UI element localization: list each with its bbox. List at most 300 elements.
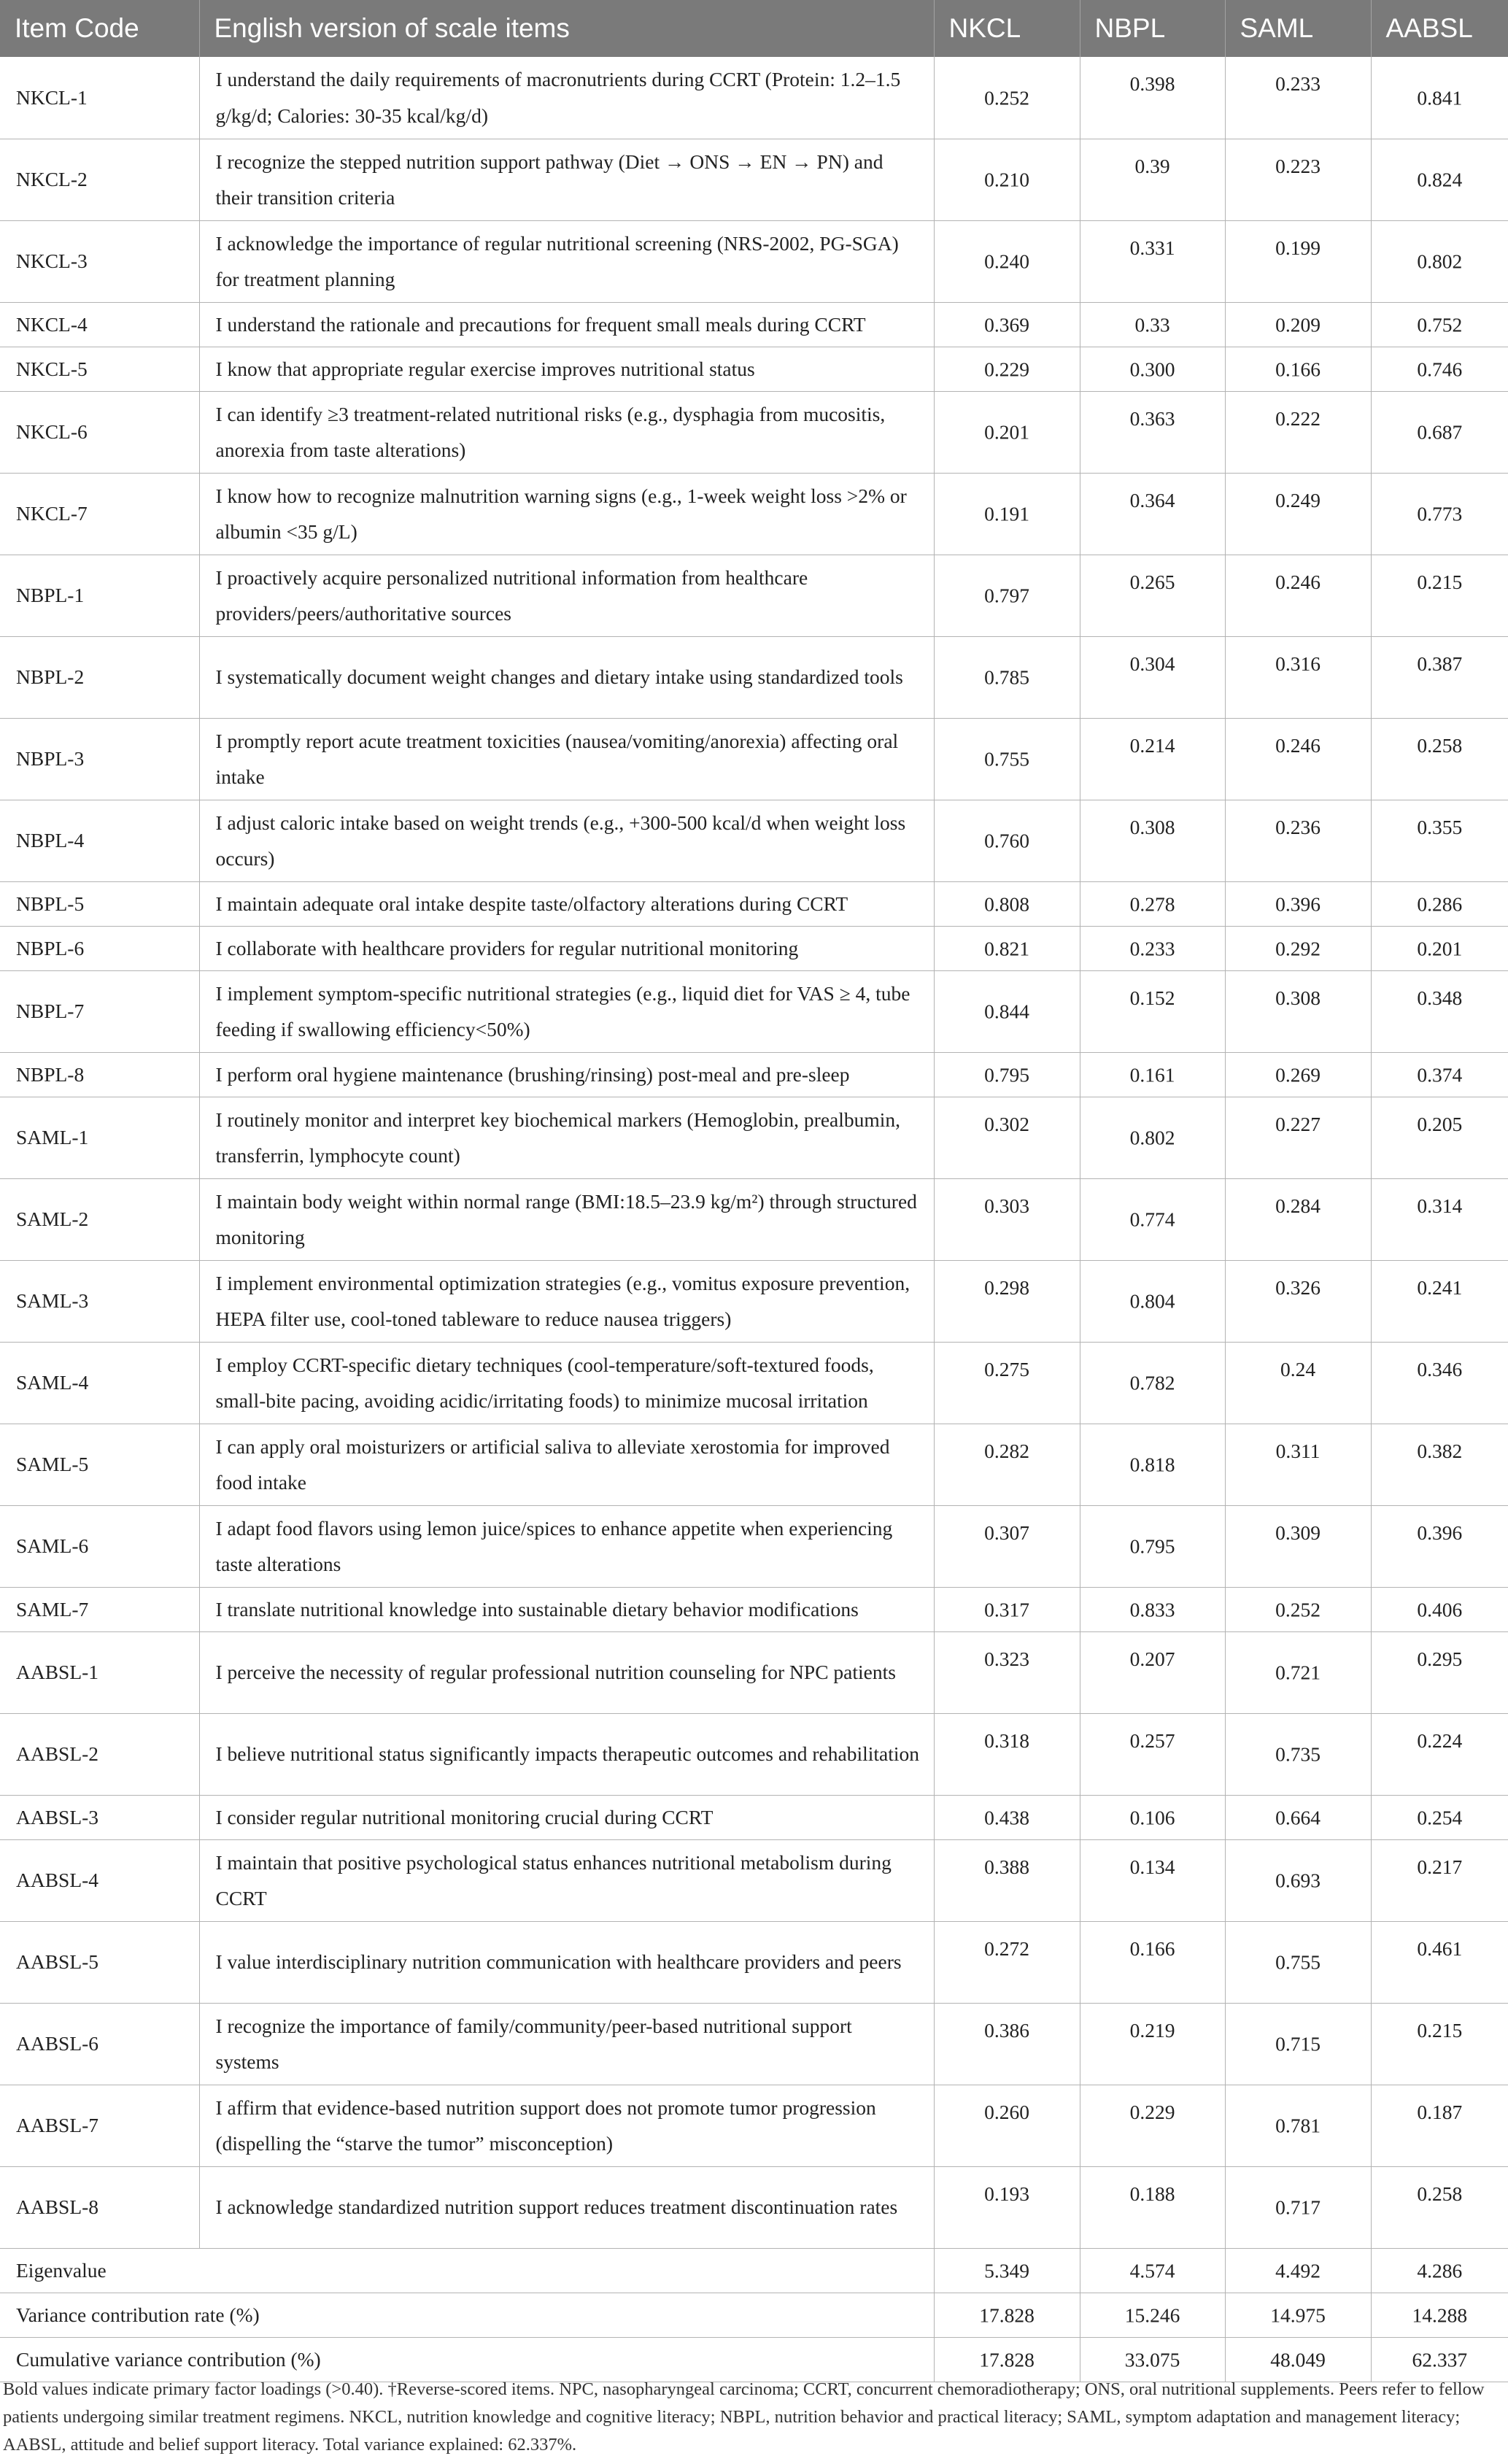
aabsl-loading-cell [1371, 2003, 1508, 2085]
summary-value-text: 14.975 [1270, 2303, 1326, 2326]
aabsl-loading-value: 0.187 [1417, 2100, 1463, 2123]
nkcl-loading-cell [934, 1713, 1080, 1795]
item-code-cell: SAML-2 [0, 1178, 199, 1260]
saml-loading-cell [1225, 57, 1371, 139]
table-row [0, 881, 1508, 926]
nbpl-loading-value: 0.363 [1129, 406, 1175, 430]
nkcl-loading-cell [934, 800, 1080, 881]
item-code-cell: SAML-5 [0, 1424, 199, 1505]
nkcl-loading-value: 0.210 [984, 168, 1029, 191]
aabsl-loading-cell [1371, 139, 1508, 220]
saml-loading-value: 0.199 [1275, 236, 1321, 259]
table-row [0, 473, 1508, 555]
header-nbpl: NBPL [1080, 0, 1225, 57]
aabsl-loading-cell [1371, 800, 1508, 881]
nbpl-loading-value: 0.304 [1129, 652, 1175, 675]
saml-loading-cell [1225, 1713, 1371, 1795]
nkcl-loading-value: 0.388 [984, 1855, 1029, 1878]
nbpl-loading-cell [1080, 302, 1225, 347]
item-code-cell: NKCL-6 [0, 391, 199, 473]
nkcl-loading-value: 0.282 [984, 1439, 1029, 1462]
summary-value [1080, 2248, 1225, 2293]
scale-item-cell: I maintain that positive psychological status enhances nutritional metabolism during CCRT [199, 1839, 934, 1921]
nbpl-loading-cell [1080, 926, 1225, 970]
nkcl-loading-value: 0.303 [984, 1194, 1029, 1217]
aabsl-loading-cell [1371, 881, 1508, 926]
scale-item-cell: I perceive the necessity of regular professional nutrition counseling for NPC patients [199, 1631, 934, 1713]
table-row [0, 1178, 1508, 1260]
aabsl-loading-cell [1371, 718, 1508, 800]
nbpl-loading-value: 0.39 [1134, 154, 1170, 177]
item-code-cell: NBPL-2 [0, 636, 199, 718]
aabsl-loading-value: 0.295 [1417, 1647, 1463, 1670]
aabsl-loading-cell [1371, 1839, 1508, 1921]
aabsl-loading-cell [1371, 473, 1508, 555]
item-code-cell: NKCL-7 [0, 473, 199, 555]
aabsl-loading-cell [1371, 555, 1508, 636]
saml-loading-value: 0.269 [1275, 1062, 1321, 1086]
aabsl-loading-value: 0.348 [1417, 986, 1463, 1009]
nkcl-loading-value: 0.272 [984, 1936, 1029, 1960]
nbpl-loading-value: 0.300 [1129, 357, 1175, 380]
item-code-cell: NKCL-1 [0, 57, 199, 139]
aabsl-loading-value: 0.314 [1417, 1194, 1463, 1217]
nbpl-loading-cell [1080, 1839, 1225, 1921]
scale-item-cell: I implement environmental optimization strategies (e.g., vomitus exposure prevention, HEPA filter use, cool-toned tableware to reduce nausea triggers) [199, 1260, 934, 1342]
nkcl-loading-value: 0.808 [984, 892, 1029, 915]
nkcl-loading-cell [934, 220, 1080, 302]
summary-value [1225, 2293, 1371, 2337]
nkcl-loading-cell [934, 1342, 1080, 1424]
nkcl-loading-cell [934, 881, 1080, 926]
nbpl-loading-value: 0.398 [1129, 72, 1175, 95]
aabsl-loading-value: 0.241 [1417, 1275, 1463, 1299]
nbpl-loading-value: 0.214 [1129, 733, 1175, 757]
nbpl-loading-cell [1080, 1587, 1225, 1631]
saml-loading-value: 0.715 [1275, 2032, 1321, 2055]
aabsl-loading-cell [1371, 1713, 1508, 1795]
table-row [0, 800, 1508, 881]
cumulative-variance-row [0, 2337, 1508, 2382]
aabsl-loading-value: 0.286 [1417, 892, 1463, 915]
aabsl-loading-cell [1371, 1052, 1508, 1097]
aabsl-loading-cell [1371, 1505, 1508, 1587]
nkcl-loading-value: 0.275 [984, 1357, 1029, 1380]
nbpl-loading-value: 0.233 [1129, 936, 1175, 959]
summary-value-text: 14.288 [1412, 2303, 1468, 2326]
nbpl-loading-value: 0.818 [1129, 1453, 1175, 1476]
nbpl-loading-value: 0.802 [1129, 1126, 1175, 1149]
saml-loading-value: 0.24 [1280, 1357, 1316, 1380]
summary-value-text: 4.574 [1129, 2258, 1175, 2282]
scale-item-cell: I collaborate with healthcare providers for regular nutritional monitoring [199, 926, 934, 970]
table-row [0, 1713, 1508, 1795]
saml-loading-value: 0.233 [1275, 72, 1321, 95]
nbpl-loading-cell [1080, 800, 1225, 881]
scale-item-cell: I implement symptom-specific nutritional strategies (e.g., liquid diet for VAS ≥ 4, tube feeding if swallowing efficiency<50%) [199, 970, 934, 1052]
table-row [0, 1097, 1508, 1178]
aabsl-loading-cell [1371, 2166, 1508, 2248]
summary-value [1080, 2293, 1225, 2337]
aabsl-loading-cell [1371, 220, 1508, 302]
table-row [0, 1424, 1508, 1505]
nkcl-loading-cell [934, 970, 1080, 1052]
table-row [0, 139, 1508, 220]
aabsl-loading-value: 0.824 [1417, 168, 1463, 191]
nbpl-loading-value: 0.166 [1129, 1936, 1175, 1960]
nkcl-loading-cell [934, 139, 1080, 220]
aabsl-loading-value: 0.687 [1417, 420, 1463, 444]
aabsl-loading-cell [1371, 391, 1508, 473]
saml-loading-cell [1225, 1097, 1371, 1178]
scale-item-cell: I acknowledge standardized nutrition support reduces treatment discontinuation rates [199, 2166, 934, 2248]
aabsl-loading-value: 0.841 [1417, 86, 1463, 109]
aabsl-loading-cell [1371, 1921, 1508, 2003]
scale-item-cell: I adapt food flavors using lemon juice/spices to enhance appetite when experiencing taste alterations [199, 1505, 934, 1587]
nkcl-loading-cell [934, 1260, 1080, 1342]
saml-loading-value: 0.209 [1275, 312, 1321, 336]
aabsl-loading-value: 0.254 [1417, 1805, 1463, 1828]
item-code-cell: NBPL-4 [0, 800, 199, 881]
nkcl-loading-value: 0.252 [984, 86, 1029, 109]
aabsl-loading-cell [1371, 1631, 1508, 1713]
aabsl-loading-value: 0.382 [1417, 1439, 1463, 1462]
item-code-cell: SAML-4 [0, 1342, 199, 1424]
saml-loading-value: 0.292 [1275, 936, 1321, 959]
summary-label: Variance contribution rate (%) [0, 2293, 934, 2337]
aabsl-loading-value: 0.752 [1417, 312, 1463, 336]
item-code-cell: NBPL-5 [0, 881, 199, 926]
summary-value [934, 2293, 1080, 2337]
nbpl-loading-cell [1080, 2085, 1225, 2166]
scale-item-cell: I understand the rationale and precautions for frequent small meals during CCRT [199, 302, 934, 347]
saml-loading-value: 0.166 [1275, 357, 1321, 380]
aabsl-loading-value: 0.201 [1417, 936, 1463, 959]
saml-loading-value: 0.735 [1275, 1742, 1321, 1766]
scale-item-cell: I maintain body weight within normal range (BMI:18.5–23.9 kg/m²) through structured monitoring [199, 1178, 934, 1260]
saml-loading-cell [1225, 1260, 1371, 1342]
aabsl-loading-cell [1371, 1587, 1508, 1631]
saml-loading-value: 0.236 [1275, 815, 1321, 838]
nkcl-loading-cell [934, 2003, 1080, 2085]
table-row [0, 636, 1508, 718]
saml-loading-cell [1225, 1921, 1371, 2003]
saml-loading-value: 0.311 [1275, 1439, 1321, 1462]
table-row [0, 391, 1508, 473]
scale-item-cell: I recognize the importance of family/community/peer-based nutritional support systems [199, 2003, 934, 2085]
nkcl-loading-cell [934, 1052, 1080, 1097]
saml-loading-cell [1225, 1052, 1371, 1097]
nkcl-loading-value: 0.438 [984, 1805, 1029, 1828]
summary-value-text: 17.828 [979, 2347, 1035, 2371]
scale-item-cell: I employ CCRT-specific dietary techniques (cool-temperature/soft-textured foods, small-bite pacing, avoiding acidic/irritating foods) to minimize mucosal irritation [199, 1342, 934, 1424]
summary-value [1371, 2337, 1508, 2382]
item-code-cell: NKCL-3 [0, 220, 199, 302]
nkcl-loading-value: 0.201 [984, 420, 1029, 444]
item-code-cell: SAML-7 [0, 1587, 199, 1631]
nkcl-loading-cell [934, 473, 1080, 555]
item-code-cell: AABSL-5 [0, 1921, 199, 2003]
nkcl-loading-cell [934, 2166, 1080, 2248]
nbpl-loading-value: 0.331 [1129, 236, 1175, 259]
nkcl-loading-cell [934, 2085, 1080, 2166]
aabsl-loading-value: 0.387 [1417, 652, 1463, 675]
nkcl-loading-value: 0.302 [984, 1112, 1029, 1135]
nkcl-loading-cell [934, 1097, 1080, 1178]
saml-loading-cell [1225, 718, 1371, 800]
scale-item-cell: I affirm that evidence-based nutrition support does not promote tumor progression (dispelling the “starve the tumor” misconception) [199, 2085, 934, 2166]
aabsl-loading-cell [1371, 57, 1508, 139]
table-footnote: Bold values indicate primary factor loadings (>0.40). †Reverse-scored items. NPC, nasopharyngeal carcinoma; CCRT, concurrent chemoradiotherapy; ONS, oral nutritional supplements. Peers refer to fellow patients undergoing similar treatment regimens. NKCL, nutrition knowledge and cognitive literacy; NBPL, nutrition behavior and practical literacy; SAML, symptom adaptation and management literacy; AABSL, attitude and belief support literacy. Total variance explained: 62.337%. [3, 2379, 1485, 2455]
nbpl-loading-value: 0.782 [1129, 1371, 1175, 1394]
aabsl-loading-value: 0.224 [1417, 1729, 1463, 1752]
item-code-cell: NKCL-4 [0, 302, 199, 347]
summary-value-text: 62.337 [1412, 2347, 1468, 2371]
table-header-row [0, 0, 1508, 57]
item-code-cell: SAML-1 [0, 1097, 199, 1178]
nbpl-loading-value: 0.804 [1129, 1289, 1175, 1313]
item-code-cell: NBPL-1 [0, 555, 199, 636]
scale-item-cell: I can apply oral moisturizers or artificial saliva to alleviate xerostomia for improved food intake [199, 1424, 934, 1505]
saml-loading-cell [1225, 473, 1371, 555]
nkcl-loading-cell [934, 347, 1080, 391]
saml-loading-cell [1225, 1424, 1371, 1505]
saml-loading-cell [1225, 1795, 1371, 1839]
table-row [0, 2085, 1508, 2166]
saml-loading-value: 0.252 [1275, 1597, 1321, 1621]
nbpl-loading-value: 0.33 [1134, 312, 1170, 336]
saml-loading-cell [1225, 1587, 1371, 1631]
aabsl-loading-cell [1371, 302, 1508, 347]
scale-item-cell: I translate nutritional knowledge into sustainable dietary behavior modifications [199, 1587, 934, 1631]
nbpl-loading-cell [1080, 220, 1225, 302]
nkcl-loading-value: 0.797 [984, 584, 1029, 607]
summary-value [1371, 2293, 1508, 2337]
nkcl-loading-cell [934, 1424, 1080, 1505]
saml-loading-value: 0.308 [1275, 986, 1321, 1009]
nbpl-loading-cell [1080, 1505, 1225, 1587]
nkcl-loading-value: 0.191 [984, 502, 1029, 525]
header-item-code: Item Code [0, 0, 199, 57]
summary-value [934, 2248, 1080, 2293]
aabsl-loading-value: 0.773 [1417, 502, 1463, 525]
nkcl-loading-value: 0.240 [984, 250, 1029, 273]
nbpl-loading-value: 0.219 [1129, 2018, 1175, 2042]
nbpl-loading-cell [1080, 1921, 1225, 2003]
nkcl-loading-cell [934, 926, 1080, 970]
saml-loading-value: 0.781 [1275, 2114, 1321, 2137]
saml-loading-cell [1225, 1178, 1371, 1260]
saml-loading-cell [1225, 2085, 1371, 2166]
scale-item-cell: I systematically document weight changes and dietary intake using standardized tools [199, 636, 934, 718]
nkcl-loading-value: 0.229 [984, 357, 1029, 380]
table-row [0, 57, 1508, 139]
scale-item-cell: I acknowledge the importance of regular nutritional screening (NRS-2002, PG-SGA) for treatment planning [199, 220, 934, 302]
scale-item-cell: I know that appropriate regular exercise improves nutritional status [199, 347, 934, 391]
aabsl-loading-value: 0.215 [1417, 570, 1463, 593]
nbpl-loading-value: 0.229 [1129, 2100, 1175, 2123]
saml-loading-value: 0.222 [1275, 406, 1321, 430]
aabsl-loading-value: 0.355 [1417, 815, 1463, 838]
nkcl-loading-cell [934, 636, 1080, 718]
saml-loading-cell [1225, 2166, 1371, 2248]
nkcl-loading-cell [934, 718, 1080, 800]
item-code-cell: NBPL-6 [0, 926, 199, 970]
nbpl-loading-cell [1080, 1631, 1225, 1713]
nkcl-loading-cell [934, 555, 1080, 636]
aabsl-loading-value: 0.205 [1417, 1112, 1463, 1135]
saml-loading-value: 0.326 [1275, 1275, 1321, 1299]
item-code-cell: AABSL-4 [0, 1839, 199, 1921]
aabsl-loading-cell [1371, 1424, 1508, 1505]
saml-loading-cell [1225, 636, 1371, 718]
saml-loading-value: 0.693 [1275, 1869, 1321, 1892]
summary-label: Eigenvalue [0, 2248, 934, 2293]
table-row [0, 347, 1508, 391]
scale-item-cell: I adjust caloric intake based on weight trends (e.g., +300-500 kcal/d when weight loss occurs) [199, 800, 934, 881]
nbpl-loading-cell [1080, 881, 1225, 926]
saml-loading-cell [1225, 555, 1371, 636]
scale-item-cell: I recognize the stepped nutrition support pathway (Diet → ONS → EN → PN) and their transition criteria [199, 139, 934, 220]
aabsl-loading-value: 0.374 [1417, 1062, 1463, 1086]
item-code-cell: AABSL-1 [0, 1631, 199, 1713]
nkcl-loading-value: 0.844 [984, 1000, 1029, 1023]
saml-loading-value: 0.316 [1275, 652, 1321, 675]
nbpl-loading-value: 0.106 [1129, 1805, 1175, 1828]
nkcl-loading-cell [934, 1795, 1080, 1839]
saml-loading-cell [1225, 347, 1371, 391]
nkcl-loading-cell [934, 1839, 1080, 1921]
saml-loading-value: 0.721 [1275, 1661, 1321, 1684]
nkcl-loading-cell [934, 1505, 1080, 1587]
aabsl-loading-value: 0.396 [1417, 1521, 1463, 1544]
table-row [0, 1052, 1508, 1097]
nbpl-loading-cell [1080, 391, 1225, 473]
saml-loading-cell [1225, 1505, 1371, 1587]
summary-value [1080, 2337, 1225, 2382]
nbpl-loading-cell [1080, 473, 1225, 555]
item-code-cell: NKCL-5 [0, 347, 199, 391]
saml-loading-value: 0.717 [1275, 2195, 1321, 2219]
aabsl-loading-value: 0.215 [1417, 2018, 1463, 2042]
saml-loading-cell [1225, 1342, 1371, 1424]
item-code-cell: AABSL-2 [0, 1713, 199, 1795]
scale-item-cell: I understand the daily requirements of macronutrients during CCRT (Protein: 1.2–1.5 g/kg/d; Calories: 30-35 kcal/kg/d) [199, 57, 934, 139]
nkcl-loading-value: 0.298 [984, 1275, 1029, 1299]
aabsl-loading-cell [1371, 1097, 1508, 1178]
saml-loading-cell [1225, 2003, 1371, 2085]
summary-value-text: 4.286 [1417, 2258, 1463, 2282]
scale-item-cell: I know how to recognize malnutrition warning signs (e.g., 1-week weight loss >2% or albumin <35 g/L) [199, 473, 934, 555]
item-code-cell: SAML-6 [0, 1505, 199, 1587]
table-row [0, 1587, 1508, 1631]
aabsl-loading-cell [1371, 636, 1508, 718]
summary-value [1225, 2337, 1371, 2382]
nbpl-loading-value: 0.188 [1129, 2182, 1175, 2205]
table-row [0, 1342, 1508, 1424]
nkcl-loading-value: 0.193 [984, 2182, 1029, 2205]
table-row [0, 1505, 1508, 1587]
scale-item-cell: I value interdisciplinary nutrition communication with healthcare providers and peers [199, 1921, 934, 2003]
scale-item-cell: I maintain adequate oral intake despite taste/olfactory alterations during CCRT [199, 881, 934, 926]
saml-loading-cell [1225, 970, 1371, 1052]
nkcl-loading-value: 0.755 [984, 747, 1029, 771]
item-code-cell: AABSL-6 [0, 2003, 199, 2085]
saml-loading-value: 0.755 [1275, 1950, 1321, 1974]
saml-loading-cell [1225, 139, 1371, 220]
summary-value [1371, 2248, 1508, 2293]
nbpl-loading-value: 0.774 [1129, 1208, 1175, 1231]
scale-item-cell: I routinely monitor and interpret key biochemical markers (Hemoglobin, prealbumin, transferrin, lymphocyte count) [199, 1097, 934, 1178]
nbpl-loading-cell [1080, 57, 1225, 139]
nbpl-loading-value: 0.308 [1129, 815, 1175, 838]
summary-value-text: 17.828 [979, 2303, 1035, 2326]
nbpl-loading-cell [1080, 1713, 1225, 1795]
nkcl-loading-value: 0.318 [984, 1729, 1029, 1752]
table-row [0, 302, 1508, 347]
header-nkcl: NKCL [934, 0, 1080, 57]
saml-loading-value: 0.284 [1275, 1194, 1321, 1217]
aabsl-loading-value: 0.406 [1417, 1597, 1463, 1621]
summary-value [1225, 2248, 1371, 2293]
table-body [0, 57, 1508, 2382]
scale-item-cell: I perform oral hygiene maintenance (brushing/rinsing) post-meal and pre-sleep [199, 1052, 934, 1097]
nbpl-loading-cell [1080, 1097, 1225, 1178]
scale-item-cell: I can identify ≥3 treatment-related nutritional risks (e.g., dysphagia from mucositis, anorexia from taste alterations) [199, 391, 934, 473]
nkcl-loading-value: 0.821 [984, 936, 1029, 959]
nkcl-loading-value: 0.760 [984, 829, 1029, 852]
nbpl-loading-cell [1080, 636, 1225, 718]
scale-item-cell: I believe nutritional status significantly impacts therapeutic outcomes and rehabilitation [199, 1713, 934, 1795]
item-code-cell: NBPL-8 [0, 1052, 199, 1097]
table-row [0, 2166, 1508, 2248]
table-row [0, 1839, 1508, 1921]
summary-label: Cumulative variance contribution (%) [0, 2337, 934, 2382]
table-row [0, 970, 1508, 1052]
nbpl-loading-value: 0.364 [1129, 488, 1175, 511]
variance-rate-row [0, 2293, 1508, 2337]
saml-loading-value: 0.223 [1275, 154, 1321, 177]
nbpl-loading-cell [1080, 718, 1225, 800]
aabsl-loading-value: 0.258 [1417, 733, 1463, 757]
nbpl-loading-cell [1080, 1424, 1225, 1505]
saml-loading-cell [1225, 926, 1371, 970]
saml-loading-cell [1225, 1631, 1371, 1713]
nkcl-loading-cell [934, 57, 1080, 139]
header-saml: SAML [1225, 0, 1371, 57]
aabsl-loading-cell [1371, 970, 1508, 1052]
nkcl-loading-cell [934, 391, 1080, 473]
saml-loading-cell [1225, 1839, 1371, 1921]
item-code-cell: AABSL-3 [0, 1795, 199, 1839]
nbpl-loading-value: 0.152 [1129, 986, 1175, 1009]
saml-loading-value: 0.664 [1275, 1805, 1321, 1828]
table-row [0, 926, 1508, 970]
nbpl-loading-cell [1080, 1052, 1225, 1097]
table-row [0, 1795, 1508, 1839]
scale-item-cell: I consider regular nutritional monitoring crucial during CCRT [199, 1795, 934, 1839]
nbpl-loading-cell [1080, 2166, 1225, 2248]
eigenvalue-row [0, 2248, 1508, 2293]
summary-value-text: 33.075 [1124, 2347, 1180, 2371]
header-scale-items: English version of scale items [199, 0, 934, 57]
item-code-cell: NBPL-7 [0, 970, 199, 1052]
nkcl-loading-value: 0.317 [984, 1597, 1029, 1621]
aabsl-loading-cell [1371, 926, 1508, 970]
nbpl-loading-cell [1080, 1342, 1225, 1424]
nbpl-loading-value: 0.161 [1129, 1062, 1175, 1086]
nbpl-loading-value: 0.278 [1129, 892, 1175, 915]
